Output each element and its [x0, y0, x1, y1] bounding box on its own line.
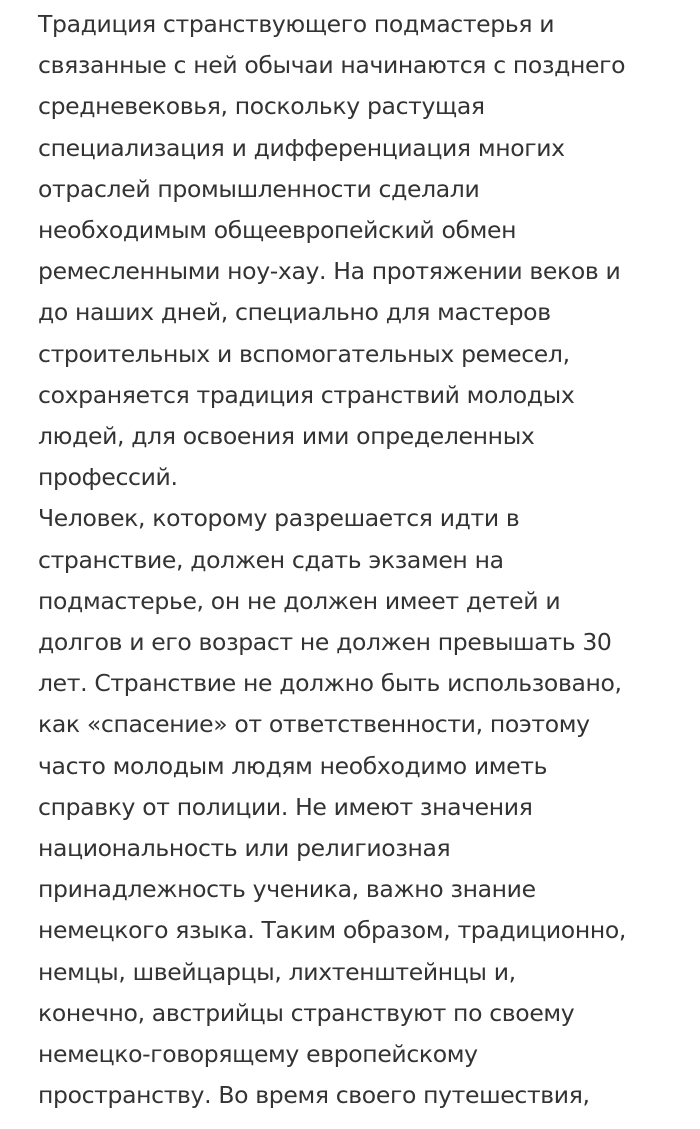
text-line: немецкого языка. Таким образом, традиционно,: [38, 916, 626, 945]
text-line: лет. Странствие не должно быть использовано,: [38, 669, 622, 698]
text-line: как «спасение» от ответственности, поэтому: [38, 710, 590, 739]
paragraph-tradition: [38, 4, 678, 498]
text-line: немцы, швейцарцы, лихтенштейнцы и,: [38, 957, 516, 986]
text-line: средневековья, поскольку растущая: [38, 92, 485, 121]
text-line: немецко-говорящему европейскому: [38, 1040, 478, 1069]
text-line: конечно, австрийцы странствуют по своему: [38, 998, 575, 1027]
text-line: специализация и дифференциация многих: [38, 133, 565, 162]
text-line: долгов и его возраст не должен превышать 30: [38, 628, 612, 657]
text-line: до наших дней, специально для мастеров: [38, 298, 551, 327]
text-line: людей, для освоения ими определенных: [38, 422, 535, 451]
text-line: профессий.: [38, 463, 178, 492]
text-line: подмастерье, он не должен имеет детей и: [38, 586, 561, 615]
text-line: сохраняется традиция странствий молодых: [38, 380, 575, 409]
paragraph-requirements: [38, 498, 678, 1116]
text-line: пространству. Во время своего путешествия,: [38, 1081, 590, 1110]
text-line: справку от полиции. Не имеют значения: [38, 792, 533, 821]
text-line: Человек, которому разрешается идти в: [38, 504, 520, 533]
article-body: [38, 4, 678, 1116]
text-line: отраслей промышленности сделали: [38, 174, 480, 203]
text-line: часто молодым людям необходимо иметь: [38, 751, 548, 780]
text-line: связанные с ней обычаи начинаются с позднего: [38, 51, 626, 80]
text-line: ремесленными ноу-хау. На протяжении веков и: [38, 257, 621, 286]
text-line: национальность или религиозная: [38, 834, 451, 863]
text-line: странствие, должен сдать экзамен на: [38, 545, 504, 574]
text-line: принадлежность ученика, важно знание: [38, 875, 536, 904]
text-line: Традиция странствующего подмастерья и: [38, 10, 555, 38]
text-line: строительных и вспомогательных ремесел,: [38, 339, 570, 368]
text-line: необходимым общеевропейский обмен: [38, 216, 517, 245]
